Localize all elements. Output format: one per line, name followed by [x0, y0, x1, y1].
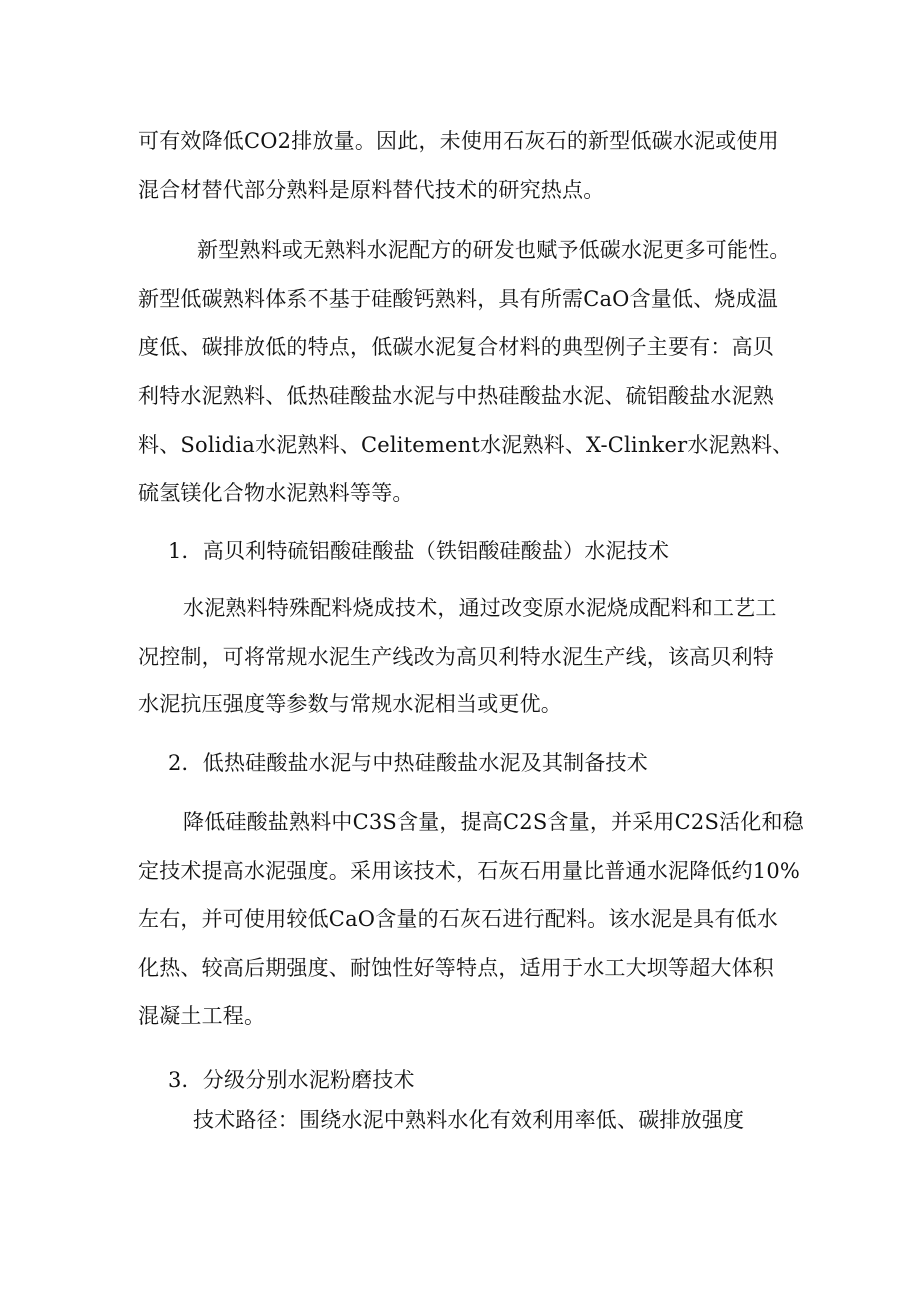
p3-line-3: 水泥抗压强度等参数与常规水泥相当或更优。	[138, 692, 562, 716]
p4-line-1: 降低硅酸盐熟料中C3S含量，提高C2S含量，并采用C2S活化和稳	[183, 810, 804, 834]
heading-2: 2．低热硅酸盐水泥与中热硅酸盐水泥及其制备技术	[168, 751, 648, 775]
p5-line-1: 技术路径：围绕水泥中熟料水化有效利用率低、碳排放强度	[193, 1108, 745, 1132]
p4-line-4: 化热、较高后期强度、耐蚀性好等特点，适用于水工大坝等超大体积	[138, 956, 774, 980]
heading-1: 1．高贝利特硫铝酸硅酸盐（铁铝酸硅酸盐）水泥技术	[168, 539, 670, 563]
p2-line-2: 新型低碳熟料体系不基于硅酸钙熟料，具有所需CaO含量低、烧成温	[138, 287, 779, 311]
p1-line-2: 混合材替代部分熟料是原料替代技术的研究热点。	[138, 178, 605, 202]
p2-line-6: 硫氢镁化合物水泥熟料等等。	[138, 481, 414, 505]
p1-line-1: 可有效降低CO2排放量。因此，未使用石灰石的新型低碳水泥或使用	[138, 129, 779, 153]
p3-line-2: 况控制，可将常规水泥生产线改为高贝利特水泥生产线，该高贝利特	[138, 645, 774, 669]
p2-line-4: 利特水泥熟料、低热硅酸盐水泥与中热硅酸盐水泥、硫铝酸盐水泥熟	[138, 384, 774, 408]
p2-line-1: 新型熟料或无熟料水泥配方的研发也赋予低碳水泥更多可能性。	[197, 238, 791, 262]
p4-line-3: 左右，并可使用较低CaO含量的石灰石进行配料。该水泥是具有低水	[138, 907, 779, 931]
p2-line-5: 料、Solidia水泥熟料、Celitement水泥熟料、X-Clinker水泥熟料、	[138, 433, 794, 457]
p4-line-5: 混凝土工程。	[138, 1004, 266, 1028]
p2-line-3: 度低、碳排放低的特点，低碳水泥复合材料的典型例子主要有：高贝	[138, 335, 774, 359]
p3-line-1: 水泥熟料特殊配料烧成技术，通过改变原水泥烧成配料和工艺工	[183, 596, 777, 620]
heading-3: 3．分级分别水泥粉磨技术	[168, 1068, 415, 1092]
p4-line-2: 定技术提高水泥强度。采用该技术，石灰石用量比普通水泥降低约10%	[138, 859, 801, 883]
